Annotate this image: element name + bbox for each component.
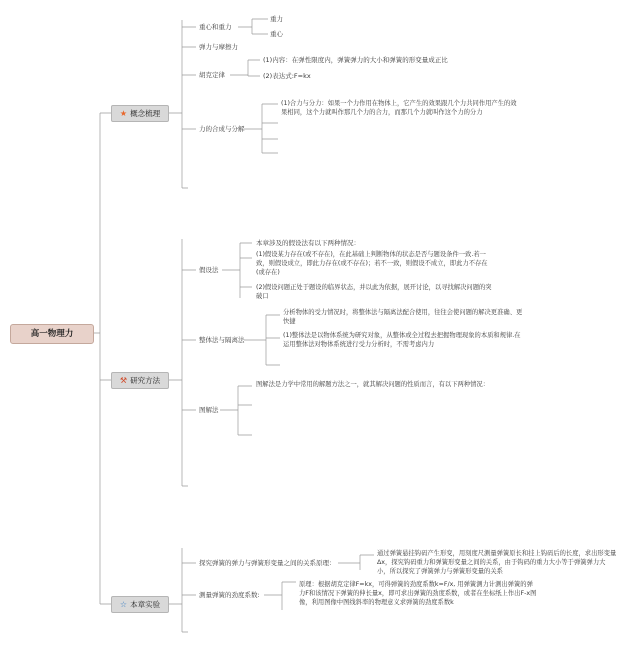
node-whole-isolation-2[interactable]: (1)整体法是以物体系统为研究对象，从整体或全过程去把握物理现象的本质和规律.在运用整体法对物体系统进行受力分析时，不需考虑内力 (283, 332, 521, 348)
node-whole-isolation[interactable]: 整体法与隔离法 (199, 336, 245, 344)
node-center-of-gravity[interactable]: 重心和重力 (199, 23, 232, 31)
node-hooke-expression[interactable]: (2)表达式:F=kx (263, 72, 311, 80)
node-elastic-friction[interactable]: 弹力与摩擦力 (199, 43, 238, 51)
node-spring-relation-text[interactable]: 通过弹簧悬挂钩码产生形变，用刻度尺测量弹簧原长和挂上钩码后的长度，求出形变量Δx，探究钩码重力和弹簧形变量之间的关系，由于钩码的重力大小等于弹簧弹力大小，所以探究了弹簧弹力与弹簧形变量的关系 (377, 550, 617, 575)
node-force-composition[interactable]: 力的合成与分解 (199, 125, 245, 133)
node-spring-relation[interactable]: 探究弹簧的弹力与弹簧形变量之间的关系原理： (199, 559, 336, 567)
topic-method-label: 研究方法 (130, 376, 161, 385)
star-outline-icon: ☆ (119, 600, 128, 609)
tools-icon: ⚒ (119, 376, 128, 385)
node-hypothesis-2[interactable]: (2)假设问题正处于题设的临界状态，并以此为依据，展开讨论，以寻找解决问题的突破口 (256, 284, 492, 300)
star-icon: ★ (119, 109, 128, 118)
node-hypothesis-1[interactable]: (1)假设某力存在(或不存在)，在此基础上判断物体的状态是否与题设条件一致.若一致，则假设成立，即此力存在(或不存在)；若不一致，则假设不成立，即此力不存在(或存在) (256, 251, 488, 276)
node-stiffness[interactable]: 测量弹簧的劲度系数: (199, 591, 260, 599)
node-stiffness-text[interactable]: 原理：根据胡克定律F=kx，可得弹簧的劲度系数k=F/x, 用弹簧测力计测出弹簧的弹力F和该情况下弹簧的伸长量x，即可求出弹簧的劲度系数，或者在坐标纸上作出F-x图像，利用图像中图线斜率的物理意义求弹簧的劲度系数k (299, 581, 537, 606)
node-hypothesis[interactable]: 假设法 (199, 266, 219, 274)
node-hooke-content[interactable]: (1)内容：在弹性限度内，弹簧弹力的大小和弹簧的形变量成正比 (263, 56, 448, 64)
topic-method[interactable] (111, 372, 169, 389)
node-center[interactable]: 重心 (270, 30, 283, 38)
topic-concept[interactable] (111, 105, 169, 122)
topic-experiment[interactable] (111, 596, 169, 613)
node-resultant-force[interactable]: (1)合力与分力：如果一个力作用在物体上，它产生的效果跟几个力共同作用产生的效果相同，这个力就叫作那几个力的合力，而那几个力就叫作这个力的分力 (281, 100, 517, 116)
node-gravity[interactable]: 重力 (270, 15, 283, 23)
node-graphic-method[interactable]: 图解法 (199, 406, 219, 414)
root-node[interactable]: 高一物理力 (10, 324, 94, 344)
node-graphic-method-1[interactable]: 图解法是力学中常用的解题方法之一，就其解决问题的性质而言，有以下两种情况： (256, 381, 489, 388)
node-hypothesis-intro[interactable]: 本章涉及的假设法有以下两种情况： (256, 239, 360, 247)
topic-concept-label: 概念梳理 (130, 109, 161, 118)
node-hooke-law[interactable]: 胡克定律 (199, 71, 225, 79)
node-whole-isolation-1[interactable]: 分析物体的受力情况时，将整体法与隔离法配合使用，往往会使问题的解决更准确、更快捷 (283, 309, 523, 325)
topic-experiment-label: 本章实验 (130, 600, 161, 609)
